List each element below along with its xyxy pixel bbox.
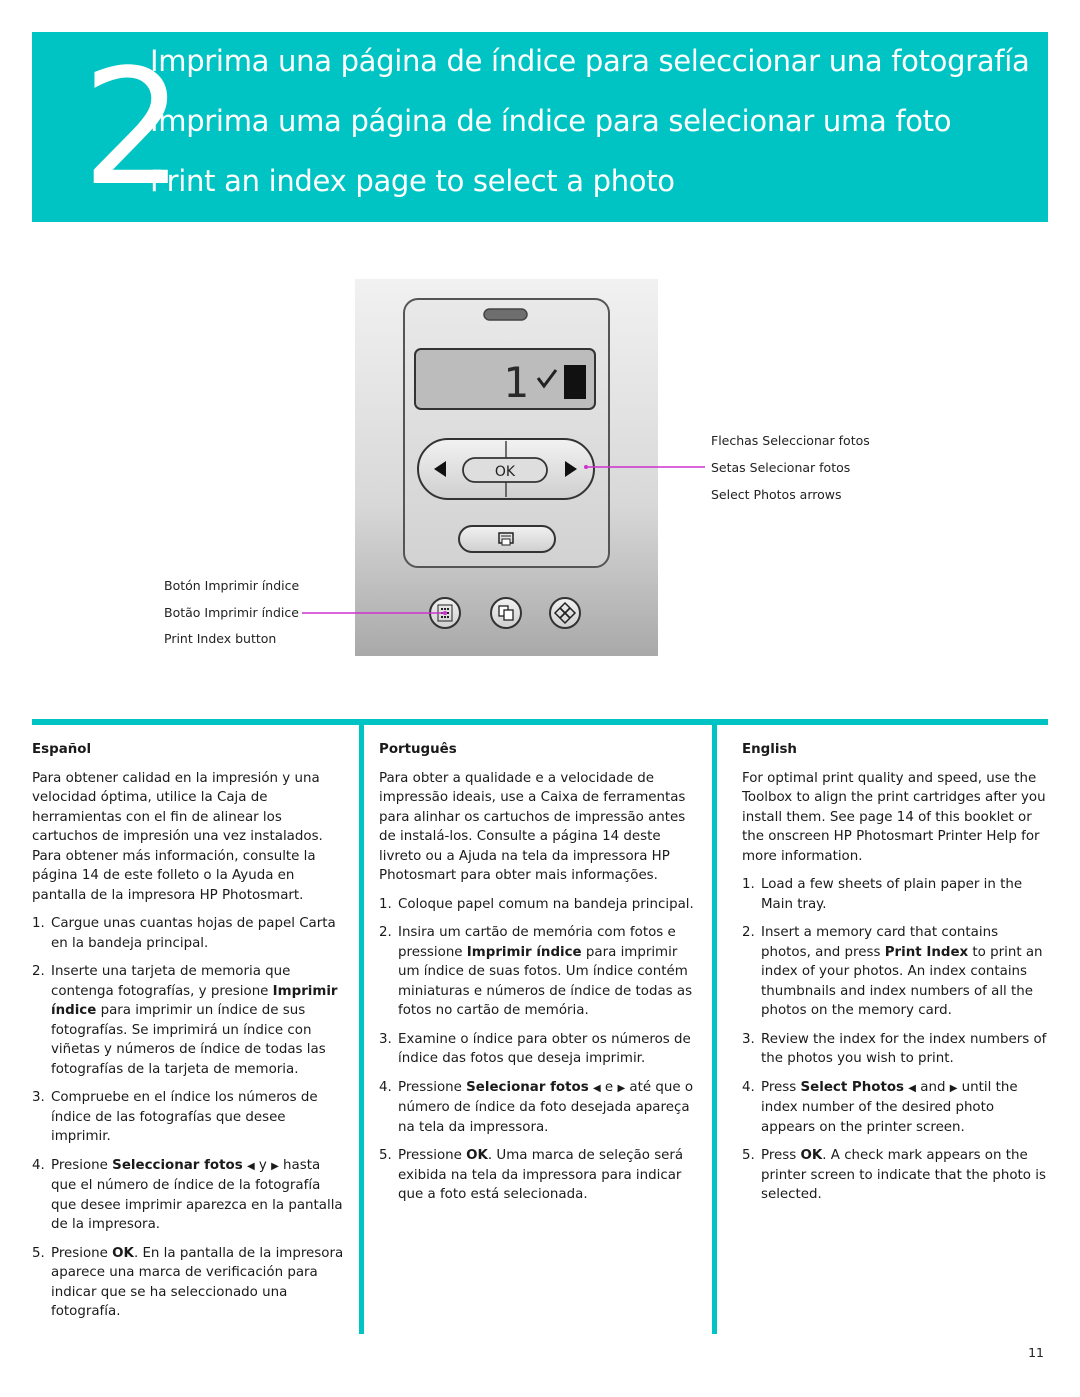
intro-english: For optimal print quality and speed, use the Toolbox to align the print cartridges after you install them. See page 14 of this booklet or the onscreen HP Photosmart Printer Help for more information. <box>742 770 1046 864</box>
step-5: 5. Pressione OK. Uma marca de seleção será exibida na tela da impressora para indicar que a foto está selecionada. <box>379 1148 684 1202</box>
step-1: 1. Coloque papel comum na bandeja principal. <box>379 896 694 912</box>
callout-print-index-es: Botón Imprimir índice <box>164 578 300 593</box>
step-4: 4. Pressione Selecionar fotos ◀ e ▶ até que o número de índice da foto desejada apareça na tela da impressora. <box>379 1079 694 1135</box>
column-portuguese <box>379 740 697 1214</box>
callout-arrows-es: Flechas Seleccionar fotos <box>711 433 870 448</box>
heading-spanish: Español <box>32 742 92 757</box>
column-separator-1 <box>359 725 364 1334</box>
steps-spanish <box>32 914 344 1322</box>
step-3: 3. Compruebe en el índice los números de índice de las fotografías que desee imprimir. <box>32 1090 318 1144</box>
step-2: 2. Inserte una tarjeta de memoria que contenga fotografías, y presione Imprimir índice para imprimir un índice de sus fotografías. Se imprimirá un índice con viñetas y números de índice de todas las fotografías de la tarjeta de memoria. <box>32 964 338 1077</box>
page-number: 11 <box>1028 1345 1044 1360</box>
left-triangle-icon: ◀ <box>246 1160 255 1172</box>
ok-label: OK <box>494 464 516 480</box>
step-4: 4. Press Select Photos ◀ and ▶ until the index number of the desired photo appears on the printer screen. <box>742 1079 1018 1135</box>
steps-portuguese <box>379 895 697 1205</box>
step-5: 5. Presione OK. En la pantalla de la impresora aparece una marca de verificación para indicar que se ha seleccionado una fotografía. <box>32 1245 344 1319</box>
lcd-digit: 1 <box>503 358 529 407</box>
right-triangle-icon: ▶ <box>271 1160 279 1172</box>
intro-spanish: Para obtener calidad en la impresión y una velocidad óptima, utilice la Caja de herramientas con el fin de alinear los cartuchos de impresión una vez instalados. Para obtener más información, consulte la página 14 de este folleto o la Ayuda en pantalla de la impresora HP Photosmart. <box>32 770 323 903</box>
right-triangle-icon: ▶ <box>617 1082 626 1094</box>
steps-english <box>742 875 1048 1205</box>
step-1: 1. Load a few sheets of plain paper in the Main tray. <box>742 877 1023 912</box>
section-rule <box>32 719 1048 725</box>
heading-portuguese: Português <box>379 742 457 757</box>
step-2: 2. Insira um cartão de memória com fotos e pressione Imprimir índice para imprimir um índice de suas fotos. Um índice contém miniaturas e números de índice de todas as fotos no cartão de memória. <box>379 925 693 1018</box>
callout-print-index-pt: Botão Imprimir índice <box>164 605 299 620</box>
step-1: 1. Cargue unas cuantas hojas de papel Carta en la bandeja principal. <box>32 916 336 951</box>
callout-arrows-en: Select Photos arrows <box>711 487 842 502</box>
step-number: 2 <box>82 34 180 221</box>
callout-print-index-en: Print Index button <box>164 631 277 646</box>
step-4: 4. Presione Seleccionar fotos ◀ y ▶ hasta que el número de índice de la fotografía que desee imprimir aparezca en la pantalla de la impresora. <box>32 1157 343 1232</box>
title-english: Print an index page to select a photo <box>150 164 675 198</box>
left-triangle-icon: ◀ <box>592 1082 601 1094</box>
left-triangle-icon: ◀ <box>908 1082 916 1094</box>
callout-arrows-pt: Setas Selecionar fotos <box>711 460 851 475</box>
step-3: 3. Examine o índice para obter os números de índice das fotos que deseja imprimir. <box>379 1031 691 1066</box>
right-triangle-icon: ▶ <box>949 1082 958 1094</box>
title-portuguese: Imprima uma página de índice para selecionar uma foto <box>150 104 952 138</box>
step-2: 2. Insert a memory card that contains photos, and press Print Index to print an index of your photos. An index contains thumbnails and index numbers of all the photos on the memory card. <box>742 925 1043 1018</box>
column-separator-2 <box>712 725 717 1334</box>
heading-english: English <box>742 742 797 757</box>
step-5: 5. Press OK. A check mark appears on the printer screen to indicate that the photo is selected. <box>742 1148 1046 1202</box>
column-english <box>742 740 1048 1214</box>
title-spanish: Imprima una página de índice para seleccionar una fotografía <box>150 44 1030 78</box>
column-spanish <box>32 740 344 1331</box>
step-3: 3. Review the index for the index numbers of the photos you wish to print. <box>742 1031 1047 1066</box>
intro-portuguese: Para obter a qualidade e a velocidade de impressão ideais, use a Caixa de ferramentas para alinhar os cartuchos de impressão antes de instalá-los. Consulte a página 14 deste livreto ou a Ajuda na tela da impressora HP Photosmart para obter mais informações. <box>379 770 686 883</box>
